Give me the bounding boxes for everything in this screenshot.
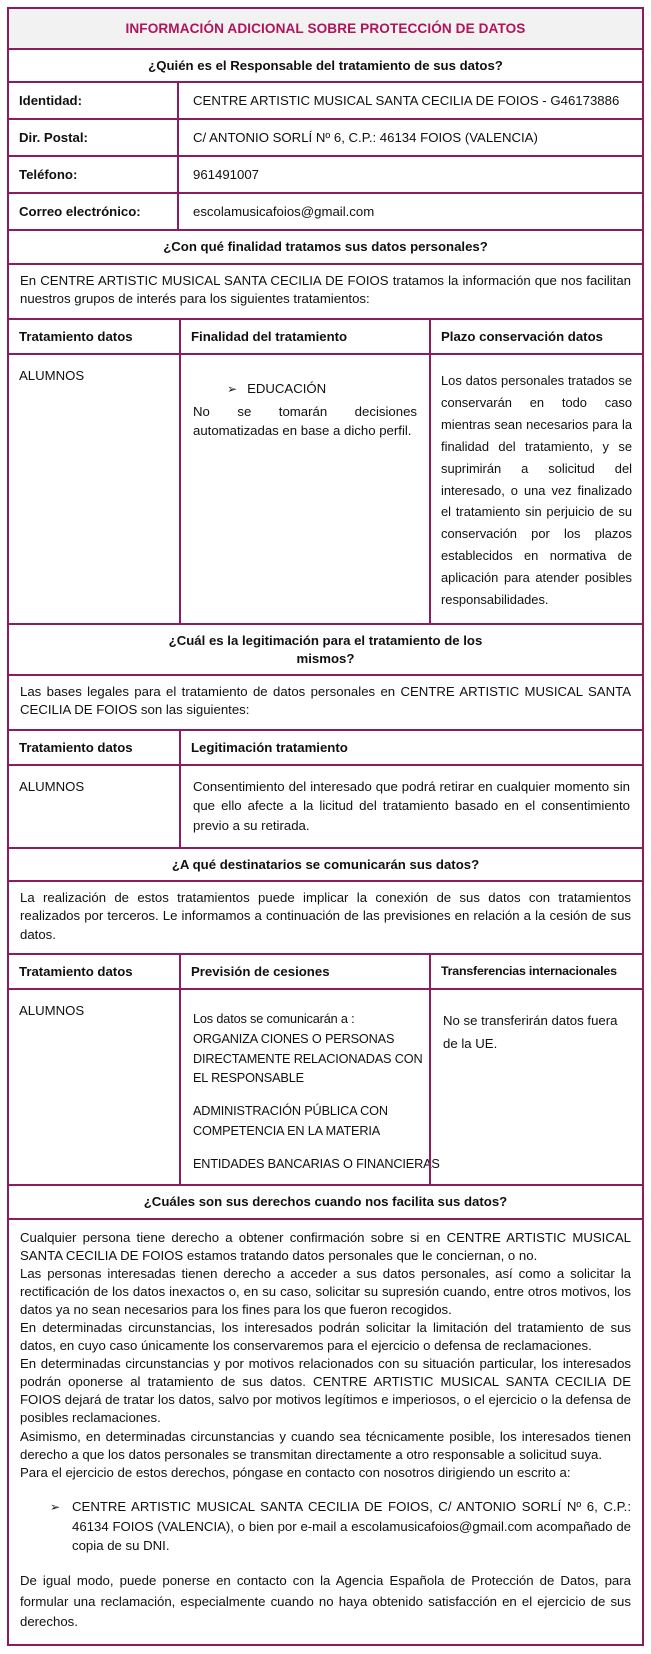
row-label: Correo electrónico:: [9, 194, 179, 229]
cesiones-line: Los datos se comunicarán a :: [193, 1012, 355, 1027]
cesiones-line: ENTIDADES BANCARIAS O FINANCIERAS: [193, 1156, 440, 1171]
cesiones-cell: [179, 990, 440, 1184]
finalidad-cell: [179, 355, 429, 623]
table-row-telefono: [9, 157, 642, 194]
contact-bullet-item: [20, 1497, 631, 1556]
finalidad-table-header: [9, 320, 642, 355]
page-title: INFORMACIÓN ADICIONAL SOBRE PROTECCIÓN DE DATOS: [9, 9, 642, 50]
destinatarios-table-header: [9, 955, 642, 990]
legitimacion-intro: Las bases legales para el tratamiento de datos personales en CENTRE ARTISTIC MUSICAL SANTA CECILIA DE FOIOS son las siguientes:: [9, 676, 642, 731]
cesiones-line: ADMINISTRACIÓN PÚBLICA CON: [193, 1104, 388, 1119]
derechos-paragraph: En determinadas circunstancias y por motivos relacionados con su situación particular, los interesados podrán oponerse al tratamiento de sus datos. CENTRE ARTISTIC MUSICAL SANTA CECILIA DE FOIOS dejará de tratar los datos, salvo por motivos legítimos e imperiosos, o el ejercicio o la defensa de posibles reclamaciones.: [20, 1356, 631, 1426]
row-value-email: escolamusicafoios@gmail.com: [193, 204, 375, 220]
column-header: Legitimación tratamiento: [179, 731, 642, 764]
cesiones-group: [193, 1155, 440, 1175]
destinatarios-table-row: [9, 990, 642, 1186]
finalidad-table-row: [9, 355, 642, 625]
derechos-paragraph: En determinadas circunstancias, los interesados podrán solicitar la limitación del tratamiento de sus datos, en cuyo caso únicamente los conservaremos para el ejercicio o defensa de reclamaciones.: [20, 1320, 631, 1354]
section-heading-legitimacion: [9, 625, 642, 676]
finalidad-item-label: EDUCACIÓN: [247, 380, 327, 396]
column-header: Previsión de cesiones: [179, 955, 429, 988]
row-label: Identidad:: [9, 83, 179, 118]
finalidad-intro: En CENTRE ARTISTIC MUSICAL SANTA CECILIA DE FOIOS tratamos la información que nos facilitan nuestros grupos de interés para los siguientes tratamientos:: [9, 265, 642, 320]
tratamiento-cell: ALUMNOS: [19, 1003, 85, 1019]
table-row-correo: [9, 194, 642, 231]
section-heading-derechos: ¿Cuáles son sus derechos cuando nos facilita sus datos?: [9, 1186, 642, 1219]
column-header: Finalidad del tratamiento: [179, 320, 429, 353]
column-header: Tratamiento datos: [19, 328, 133, 344]
row-value: C/ ANTONIO SORLÍ Nº 6, C.P.: 46134 FOIOS (VALENCIA): [193, 130, 538, 146]
legitimacion-table-row: [9, 766, 642, 849]
closing-paragraph: De igual modo, puede ponerse en contacto con la Agencia Española de Protección de Datos, para formular una reclamación, especialmente cuando no haya obtenido satisfacción en el ejercicio de sus derechos.: [20, 1573, 631, 1630]
finalidad-item: [227, 381, 417, 396]
column-header: Tratamiento datos: [19, 739, 133, 755]
column-header: Transferencias internacionales: [429, 955, 642, 988]
tratamiento-cell: ALUMNOS: [19, 778, 85, 794]
arrow-bullet-icon: ➢: [227, 381, 238, 396]
section-heading-destinatarios: ¿A qué destinatarios se comunicarán sus datos?: [9, 849, 642, 882]
derechos-paragraph: Para el ejercicio de estos derechos, póngase en contacto con nosotros dirigiendo un escrito a:: [20, 1464, 571, 1480]
section-heading-responsable: ¿Quién es el Responsable del tratamiento de sus datos?: [9, 50, 642, 83]
contact-bullet-text: CENTRE ARTISTIC MUSICAL SANTA CECILIA DE FOIOS, C/ ANTONIO SORLÍ Nº 6, C.P.: 46134 FOIOS (VALENCIA), o bien por e-mail a escolamusicafoios@gmail.com acompañado de copia de su DNI.: [72, 1498, 631, 1554]
cesiones-line: EL RESPONSABLE: [193, 1071, 304, 1086]
finalidad-note: No se tomarán decisiones automatizadas en base a dicho perfil.: [193, 403, 417, 438]
heading-line: ¿Cuál es la legitimación para el tratamiento de los: [168, 633, 483, 649]
heading-line: mismos?: [296, 650, 355, 666]
transferencias-cell: No se transferirán datos fuera de la UE.: [429, 990, 642, 1184]
cesiones-line: DIRECTAMENTE RELACIONADAS CON: [193, 1051, 423, 1066]
cesiones-group: [193, 1010, 421, 1089]
derechos-paragraph: Asimismo, en determinadas circunstancias y cuando sea técnicamente posible, los interesados tienen derecho a que los datos personales se transmitan directamente a otro responsable a solicitud suya.: [20, 1428, 631, 1462]
data-protection-table: [7, 7, 644, 1646]
derechos-paragraph: Las personas interesadas tienen derecho a acceder a sus datos personales, así como a solicitar la rectificación de los datos inexactos o, en su caso, solicitar su supresión cuando, entre otros motivos, los datos ya no sean necesarios para los fines para los que fueron recogidos.: [20, 1265, 631, 1317]
row-label: Dir. Postal:: [9, 120, 179, 155]
tratamiento-cell: ALUMNOS: [19, 367, 85, 383]
arrow-bullet-icon: ➢: [50, 1499, 61, 1514]
section-heading-finalidad: ¿Con qué finalidad tratamos sus datos personales?: [9, 231, 642, 264]
row-value: CENTRE ARTISTIC MUSICAL SANTA CECILIA DE FOIOS - G46173886: [193, 93, 620, 109]
derechos-body: [9, 1220, 642, 1645]
cesiones-line: ORGANIZA CIONES O PERSONAS: [193, 1032, 395, 1047]
column-header: Tratamiento datos: [19, 964, 133, 980]
cesiones-line: COMPETENCIA EN LA MATERIA: [193, 1123, 381, 1138]
table-row-identidad: [9, 83, 642, 120]
destinatarios-intro: La realización de estos tratamientos puede implicar la conexión de sus datos con tratamientos realizados por terceros. Le informamos a continuación de las previsiones en relación a la cesión de sus datos.: [9, 882, 642, 955]
cesiones-group: [193, 1102, 421, 1141]
row-value: 961491007: [193, 167, 260, 183]
derechos-paragraph: Cualquier persona tiene derecho a obtener confirmación sobre si en CENTRE ARTISTIC MUSICAL SANTA CECILIA DE FOIOS estamos tratando datos personales que le conciernan, o no.: [20, 1229, 631, 1263]
table-row-dir-postal: [9, 120, 642, 157]
legitimacion-table-header: [9, 731, 642, 766]
column-header: Plazo conservación datos: [429, 320, 642, 353]
legitimacion-cell: Consentimiento del interesado que podrá retirar en cualquier momento sin que ello afecte a la licitud del tratamiento basado en el consentimiento previo a su retirada.: [179, 766, 642, 847]
plazo-cell: Los datos personales tratados se conservarán en todo caso mientras sean necesarios para la finalidad del tratamiento, y se suprimirán a solicitud del interesado, o una vez finalizado el tratamiento sin perjuicio de su conservación por los plazos establecidos en normativa de aplicación para atender posibles responsabilidades.: [429, 355, 642, 623]
row-label: Teléfono:: [9, 157, 179, 192]
